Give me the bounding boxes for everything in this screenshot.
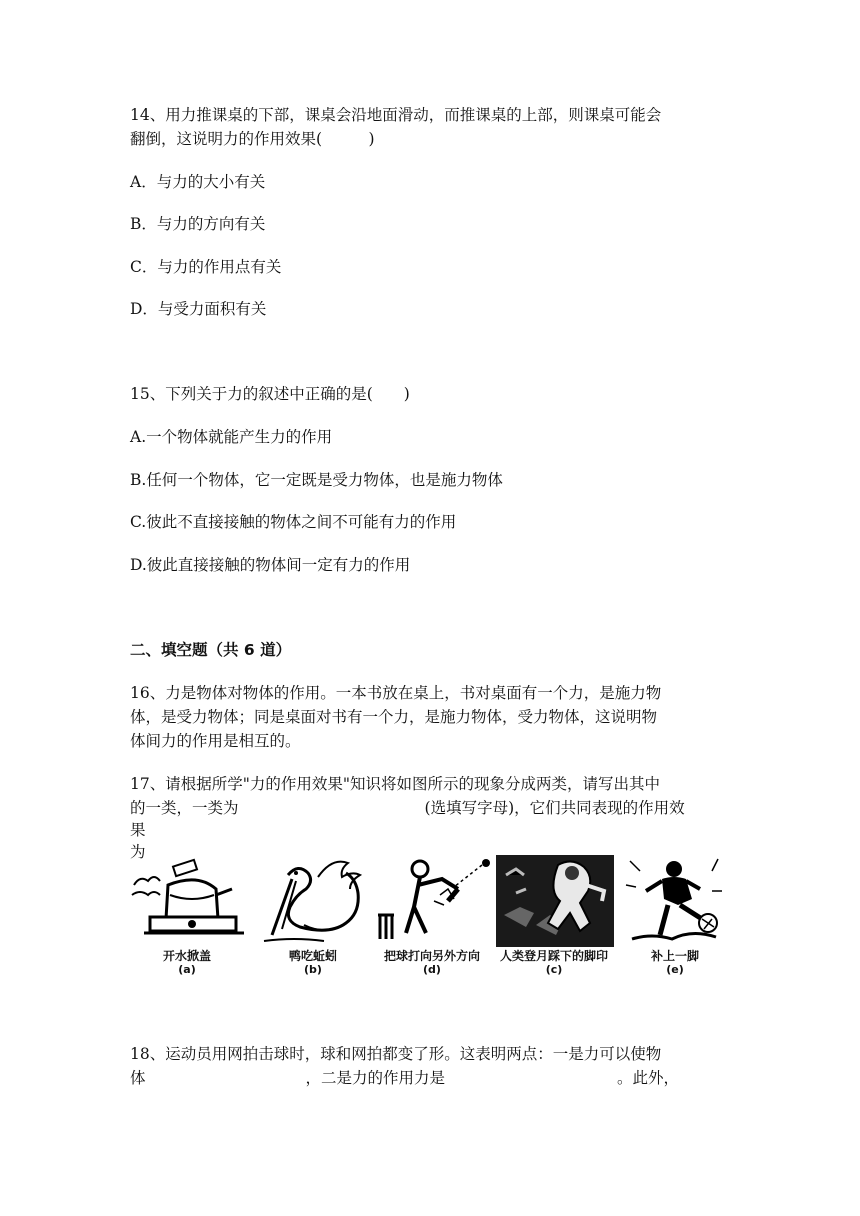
q18-line2-part3: 。此外，	[617, 1069, 680, 1087]
q17-line3: 果	[130, 821, 146, 839]
q17-figure	[128, 855, 728, 980]
figure-caption-e	[622, 949, 728, 977]
q18-line1: 18、运动员用网拍击球时，球和网拍都变了形。这表明两点：一是力可以使物	[130, 1045, 662, 1063]
figure-caption-a-letter: (a)	[178, 963, 196, 976]
q17-line2-part2: (选填写字母)，它们共同表现的作用效	[424, 799, 685, 817]
q14-option-d: D．与受力面积有关	[130, 300, 267, 318]
q17-line4: 为	[130, 843, 146, 861]
q17-line1: 17、请根据所学"力的作用效果"知识将如图所示的现象分成两类，请写出其中	[130, 775, 660, 793]
figure-caption-e-letter: (e)	[666, 963, 684, 976]
q15-option-b: B.任何一个物体，它一定既是受力物体，也是施力物体	[130, 471, 503, 489]
q18-line2-part2: ，二是力的作用力是	[305, 1069, 446, 1087]
q14-stem-line1: 14、用力推课桌的下部，课桌会沿地面滑动，而推课桌的上部，则课桌可能会	[130, 106, 662, 124]
figure-caption-a-text: 开水掀盖	[162, 949, 211, 963]
q14-option-a: A．与力的大小有关	[130, 173, 266, 191]
kettle-icon	[128, 855, 246, 950]
section-title: 二、填空题（共 6 道）	[130, 641, 292, 659]
figure-caption-d	[366, 949, 498, 977]
q17-line2-part1: 的一类，一类为	[130, 799, 239, 817]
astronaut-icon	[496, 855, 614, 950]
q14-option-b: B．与力的方向有关	[130, 215, 266, 233]
figure-caption-c-letter: (c)	[545, 963, 563, 976]
figure-caption-c-text: 人类登月踩下的脚印	[499, 949, 608, 963]
q18-line2-part1: 体	[130, 1069, 146, 1087]
q14-stem-line2: 翻倒，这说明力的作用效果( )	[130, 130, 375, 148]
soccer-player-icon	[622, 855, 728, 950]
q17-line2	[130, 796, 730, 820]
figure-caption-c	[488, 949, 620, 977]
q15-option-c: C.彼此不直接接触的物体之间不可能有力的作用	[130, 513, 457, 531]
q15-stem: 15、下列关于力的叙述中正确的是( )	[130, 385, 410, 403]
figure-caption-d-letter: (d)	[423, 963, 441, 976]
figure-caption-a	[128, 949, 246, 977]
figure-caption-e-text: 补上一脚	[650, 949, 699, 963]
figure-caption-d-text: 把球打向另外方向	[383, 949, 480, 963]
figure-caption-b	[258, 949, 368, 977]
q18-line2	[130, 1066, 730, 1090]
figure-caption-b-text: 鸭吃蚯蚓	[288, 949, 337, 963]
batter-icon	[374, 855, 494, 950]
figure-caption-b-letter: (b)	[304, 963, 322, 976]
q16-line2: 体，是受力物体；同是桌面对书有一个力，是施力物体，受力物体，这说明物	[130, 708, 658, 726]
q14-option-c: C．与力的作用点有关	[130, 258, 282, 276]
q15-option-d: D.彼此直接接触的物体间一定有力的作用	[130, 556, 411, 574]
q16-line3: 体间力的作用是相互的。	[130, 732, 301, 750]
duck-icon	[258, 855, 368, 950]
q15-option-a: A.一个物体就能产生力的作用	[130, 428, 333, 446]
q16-line1: 16、力是物体对物体的作用。一本书放在桌上，书对桌面有一个力，是施力物	[130, 684, 662, 702]
